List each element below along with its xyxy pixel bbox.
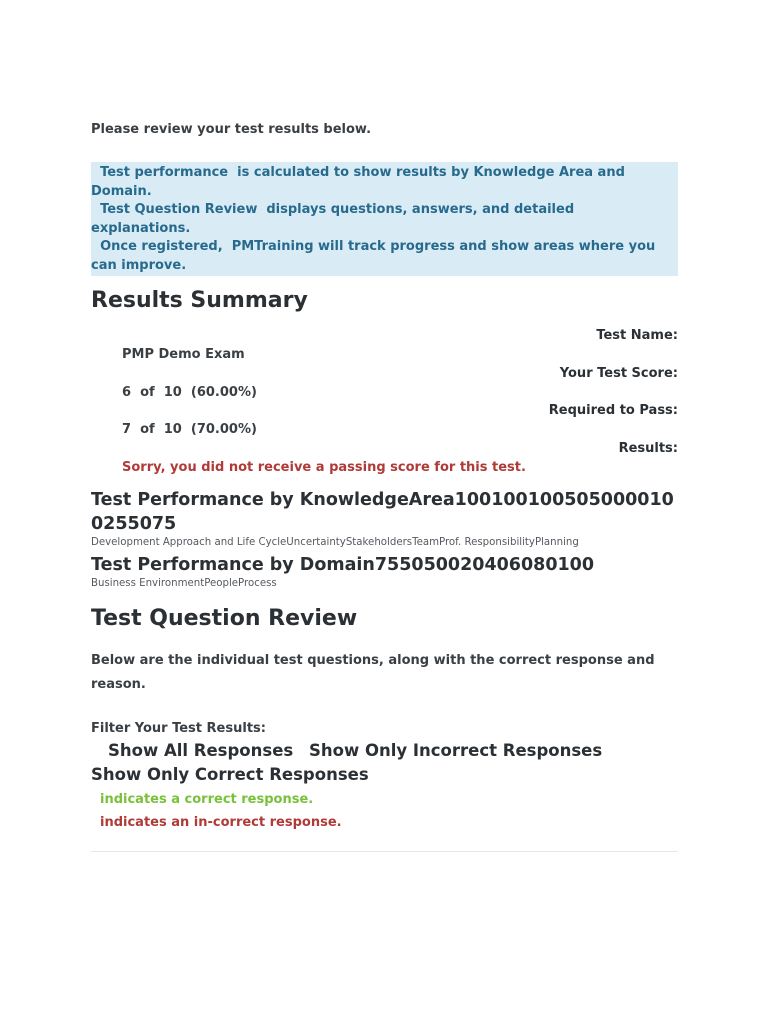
filter-label: Filter Your Test Results: <box>91 721 266 736</box>
filter-correct-responses[interactable]: Show Only Correct Responses <box>91 765 369 784</box>
knowledge-area-heading <box>91 488 678 536</box>
legend-incorrect: indicates an in-correct response. <box>100 815 342 830</box>
info-line-performance: Test performance is calculated to show results by Knowledge Area and Domain. <box>91 165 630 199</box>
knowledge-area-heading-text: Test Performance by KnowledgeArea1001001005050000100255075 <box>91 490 674 534</box>
test-name-value: PMP Demo Exam <box>122 347 245 362</box>
filter-incorrect-responses[interactable]: Show Only Incorrect Responses <box>308 741 603 760</box>
test-name-label: Test Name: <box>596 328 678 343</box>
test-question-review-heading: Test Question Review <box>91 606 358 631</box>
review-description: Below are the individual test questions, along with the correct response and reason. <box>91 653 655 692</box>
required-to-pass-label: Required to Pass: <box>548 403 678 418</box>
domain-categories: Business EnvironmentPeopleProcess <box>91 578 277 589</box>
info-line-review: Test Question Review displays questions, answers, and detailed explanations. <box>91 202 579 236</box>
test-score-value: 6 of 10 (60.00%) <box>122 385 257 400</box>
info-line-tracking: Once registered, PMTraining will track progress and show areas where you can improve. <box>91 239 660 273</box>
info-box <box>91 162 678 276</box>
legend-correct: indicates a correct response. <box>100 792 314 807</box>
filter-options <box>91 739 678 787</box>
divider <box>91 851 678 852</box>
knowledge-area-categories: Development Approach and Life CycleUncertaintyStakeholdersTeamProf. ResponsibilityPlanning <box>91 537 579 548</box>
results-label: Results: <box>618 441 678 456</box>
required-to-pass-value: 7 of 10 (70.00%) <box>122 422 257 437</box>
test-score-label: Your Test Score: <box>559 366 678 381</box>
results-summary-heading: Results Summary <box>91 288 308 313</box>
intro-text: Please review your test results below. <box>91 122 372 137</box>
results-fail-message: Sorry, you did not receive a passing score for this test. <box>122 460 526 475</box>
domain-heading: Test Performance by Domain755050020406080100 <box>91 555 595 575</box>
filter-all-responses[interactable]: Show All Responses <box>108 741 294 760</box>
